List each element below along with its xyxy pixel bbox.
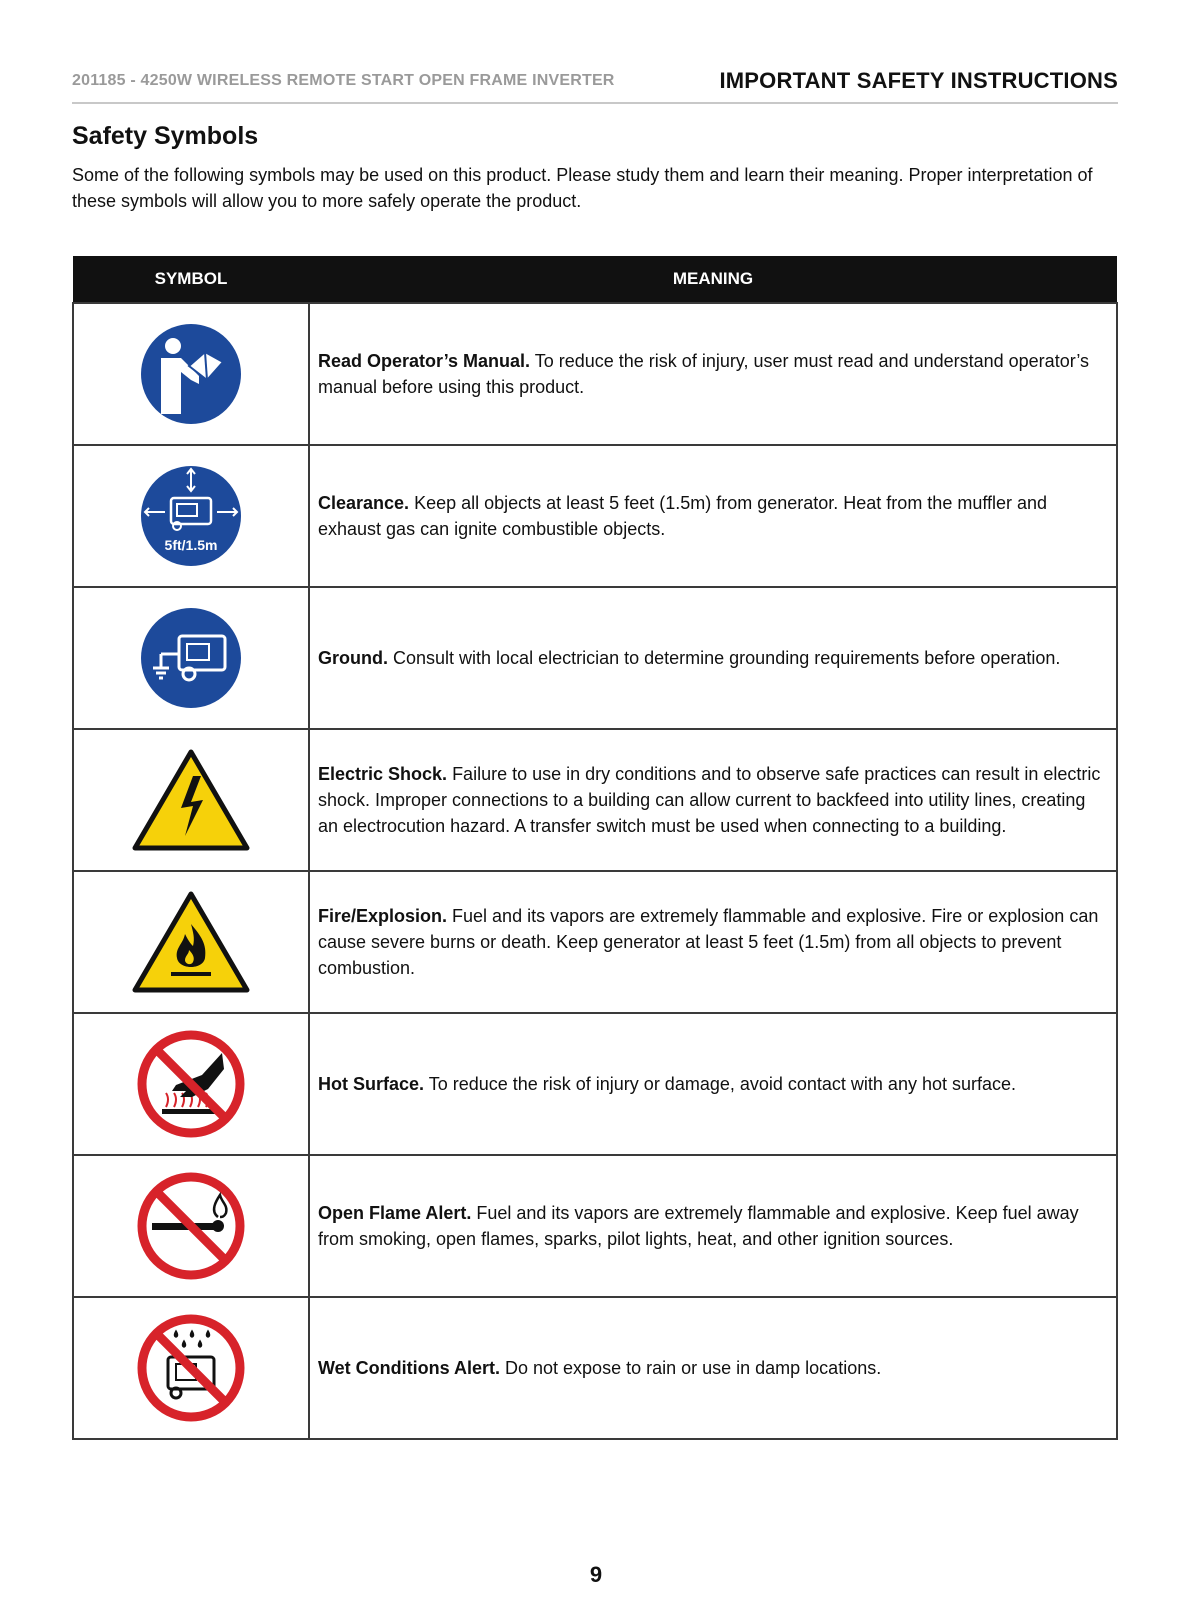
- document-id: 201185 - 4250W WIRELESS REMOTE START OPEN FRAME INVERTER: [72, 72, 615, 89]
- symbol-description: To reduce the risk of injury or damage, avoid contact with any hot surface.: [424, 1074, 1017, 1094]
- symbol-description: Fuel and its vapors are extremely flammable and explosive. Fire or explosion can cause severe burns or death. Keep generator at least 5 feet (1.5m) from all objects to prevent combustion.: [318, 906, 1099, 978]
- meaning-cell: [309, 871, 1117, 1013]
- read-manual-icon: [139, 322, 243, 426]
- meaning-cell: [309, 729, 1117, 871]
- table-row: [73, 871, 1117, 1013]
- table-row: [73, 1013, 1117, 1155]
- meaning-cell: [309, 1155, 1117, 1297]
- electric-shock-icon: [131, 746, 251, 854]
- table-row: [73, 587, 1117, 729]
- symbol-description: Consult with local electrician to determine grounding requirements before operation.: [388, 648, 1061, 668]
- symbol-term: Clearance.: [318, 493, 410, 513]
- table-row: [73, 303, 1117, 445]
- symbol-term: Electric Shock.: [318, 764, 448, 784]
- page-heading: Safety Symbols: [72, 122, 259, 150]
- table-row: [73, 1155, 1117, 1297]
- symbol-term: Wet Conditions Alert.: [318, 1358, 500, 1378]
- symbol-term: Fire/Explosion.: [318, 906, 448, 926]
- meaning-cell: [309, 303, 1117, 445]
- meaning-column-header: MEANING: [309, 256, 1117, 303]
- table-header-row: [73, 256, 1117, 303]
- symbol-description: Do not expose to rain or use in damp locations.: [500, 1358, 882, 1378]
- table-row: [73, 729, 1117, 871]
- table-row: [73, 1297, 1117, 1439]
- intro-paragraph: Some of the following symbols may be used on this product. Please study them and learn their meaning. Proper interpretation of these symbols will allow you to more safely operate the product.: [72, 165, 1093, 211]
- meaning-cell: [309, 587, 1117, 729]
- meaning-cell: [309, 1297, 1117, 1439]
- section-title: IMPORTANT SAFETY INSTRUCTIONS: [719, 68, 1118, 93]
- symbol-description: Fuel and its vapors are extremely flammable and explosive. Keep fuel away from smoking, open flames, sparks, pilot lights, heat, and other ignition sources.: [318, 1203, 1079, 1249]
- meaning-cell: [309, 1013, 1117, 1155]
- table-row: [73, 445, 1117, 587]
- meaning-cell: [309, 445, 1117, 587]
- clearance-icon: [139, 464, 243, 568]
- symbol-column-header: SYMBOL: [73, 256, 309, 303]
- clearance-icon-label: 5ft/1.5m: [164, 537, 218, 553]
- symbol-description: Failure to use in dry conditions and to observe safe practices can result in electric shock. Improper connections to a building can allow current to backfeed into utility lines, creating an electrocution hazard. A transfer switch must be used when connecting to a building.: [318, 764, 1101, 836]
- open-flame-icon: [136, 1171, 246, 1281]
- page-number: 9: [589, 1562, 603, 1587]
- page-header: [72, 62, 1118, 104]
- ground-icon: [139, 606, 243, 710]
- symbol-term: Open Flame Alert.: [318, 1203, 472, 1223]
- fire-explosion-icon: [131, 888, 251, 996]
- symbol-description: Keep all objects at least 5 feet (1.5m) from generator. Heat from the muffler and exhaust gas can ignite combustible objects.: [318, 493, 1048, 539]
- safety-symbols-table: [72, 256, 1118, 1440]
- symbol-term: Hot Surface.: [318, 1074, 425, 1094]
- symbol-term: Read Operator’s Manual.: [318, 351, 531, 371]
- wet-conditions-icon: [136, 1313, 246, 1423]
- symbol-term: Ground.: [318, 648, 388, 668]
- symbol-description: To reduce the risk of injury, user must read and understand operator’s manual before using this product.: [318, 351, 1090, 397]
- hot-surface-icon: [136, 1029, 246, 1139]
